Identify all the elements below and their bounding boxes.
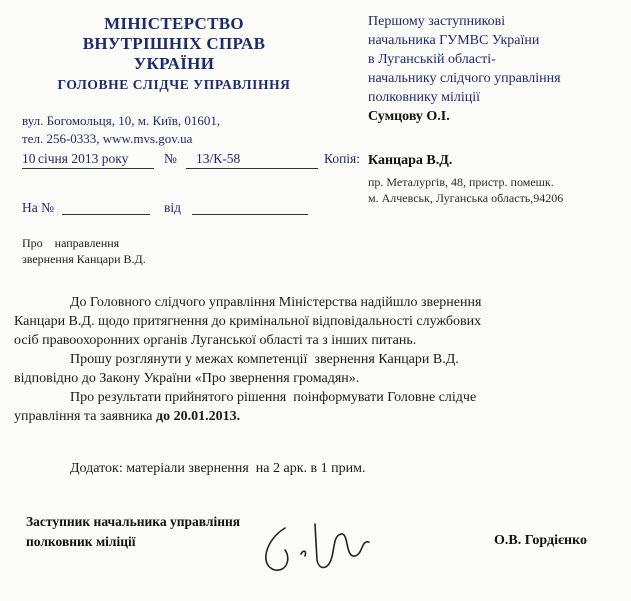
- addressee-line1: Першому заступникові: [368, 14, 506, 29]
- p3-deadline: до 20.01.2013.: [156, 409, 241, 424]
- department-name: ГОЛОВНЕ СЛІДЧЕ УПРАВЛІННЯ: [57, 77, 291, 92]
- addressee-line5: полковнику міліції: [368, 90, 480, 105]
- letter-body: [14, 293, 614, 426]
- addressee-block: [368, 12, 628, 126]
- number-underline: [186, 168, 318, 169]
- reg-number-sign: №: [164, 151, 177, 166]
- addressee-line4: начальнику слідчого управління: [368, 71, 561, 86]
- position-line2: полковник міліції: [26, 534, 136, 549]
- date-underline: [22, 168, 154, 169]
- subject-block: [22, 235, 202, 267]
- p3-first-line: Про результати прийнятого рішення поінформувати Головне слідче: [70, 390, 477, 405]
- addressee-line3: в Луганській області-: [368, 52, 496, 67]
- recipient-addr-line2: м. Алчевськ, Луганська область,94206: [368, 191, 564, 205]
- na-underline: [62, 214, 150, 215]
- p1-first-line: До Головного слідчого управління Міністерства надійшло звернення: [70, 295, 482, 310]
- registration-line: [22, 151, 367, 171]
- handwritten-signature: [245, 500, 385, 580]
- p1-line3: осіб правоохоронних органів Луганської області та з інших питань.: [14, 333, 417, 348]
- ministry-header: [14, 14, 334, 95]
- reg-date: січня 2013 року: [38, 151, 129, 166]
- p2-first-line: Прошу розглянути у межах компетенції звернення Канцари В.Д.: [70, 352, 459, 367]
- position-line1: Заступник начальника управління: [26, 514, 241, 529]
- reg-number: 13/К-58: [196, 151, 241, 166]
- ministry-line3: УКРАЇНИ: [133, 54, 215, 73]
- p3-prefix: управління та заявника: [14, 409, 157, 424]
- copy-recipient: [368, 153, 628, 206]
- ministry-address: вул. Богомольця, 10, м. Київ, 01601,: [22, 113, 221, 128]
- addressee-line2: начальника ГУМВС України: [368, 33, 540, 48]
- attachment-note: Додаток: матеріали звернення на 2 арк. в 1 прим.: [70, 461, 366, 476]
- recipient-addr-line1: пр. Металургів, 48, пристр. помешк.: [368, 175, 554, 189]
- vid-label: від: [164, 200, 181, 215]
- addressee-name: Сумцову О.І.: [368, 109, 450, 124]
- p2-line2: відповідно до Закону України «Про звернення громадян».: [14, 371, 360, 386]
- ministry-line2: ВНУТРІШНІХ СПРАВ: [82, 34, 266, 53]
- p3-line2: [14, 407, 614, 426]
- ministry-line1: МІНІСТЕРСТВО: [104, 14, 244, 33]
- copy-label: Копія:: [324, 151, 361, 166]
- signer-name: О.В. Гордієнко: [494, 533, 587, 548]
- subject-line1: Про направлення: [22, 236, 120, 250]
- subject-line2: звернення Канцари В.Д.: [22, 252, 146, 266]
- recipient-name: Канцара В.Д.: [368, 153, 453, 168]
- ministry-phone-web: тел. 256-0333, www.mvs.gov.ua: [22, 131, 193, 146]
- reference-line: [22, 200, 322, 218]
- reg-day: 10: [22, 151, 36, 166]
- vid-underline: [192, 214, 308, 215]
- ministry-contacts: [22, 112, 312, 148]
- na-label: На №: [22, 200, 54, 215]
- p1-line2: Канцари В.Д. щодо притягнення до кримінальної відповідальності службових: [14, 314, 482, 329]
